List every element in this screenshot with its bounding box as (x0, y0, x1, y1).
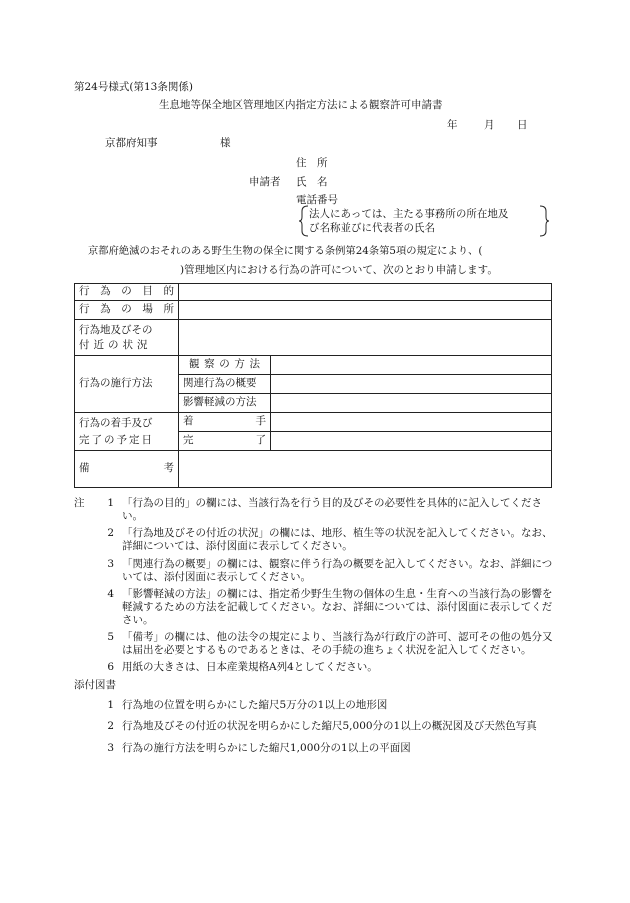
attachment-text: 行為地の位置を明らかにした縮尺5万分の1以上の地形図 (122, 698, 388, 711)
intro-line1: 京都府絶滅のおそれのある野生生物の保全に関する条例第24条第5項の規定により、( (88, 245, 483, 257)
place-label: 行 為 の 場 所 (79, 303, 174, 316)
related-summary-field[interactable] (271, 375, 552, 394)
observation-method-label: 観 察 の 方 法 (189, 358, 260, 371)
purpose-label: 行 為 の 目 的 (79, 285, 174, 298)
note-item (74, 558, 554, 584)
note-number: 2 (107, 527, 114, 540)
note-item (74, 497, 554, 523)
form-title: 生息地等保全地区管理地区内指定方法による観察許可申請書 (159, 99, 443, 111)
impact-reduction-field[interactable] (271, 394, 552, 413)
method-label: 行為の施行方法 (79, 377, 153, 390)
address-label: 住 所 (296, 157, 328, 169)
start-date-field[interactable] (271, 413, 552, 432)
start-label-cell (179, 413, 271, 432)
phone-label: 電話番号 (296, 194, 338, 206)
schedule-label-cell (75, 413, 179, 451)
attachment-text: 行為の施行方法を明らかにした縮尺1,000分の1以上の平面図 (122, 741, 411, 754)
attachment-number: 3 (107, 741, 114, 754)
attachment-item (74, 720, 554, 734)
date-year-label: 年 (447, 119, 458, 131)
site-condition-field[interactable] (179, 320, 552, 356)
purpose-field[interactable] (179, 284, 552, 301)
note-item (74, 588, 554, 627)
right-bracket-icon (538, 205, 550, 237)
name-label: 氏 名 (296, 176, 328, 188)
note-number: 3 (107, 557, 114, 570)
purpose-label-cell (75, 284, 179, 301)
date-day-label: 日 (517, 119, 528, 131)
method-label-cell (75, 356, 179, 413)
applicant-label: 申請者 (249, 176, 281, 188)
observation-method-label-cell (179, 356, 271, 375)
attachment-number: 1 (107, 698, 114, 711)
attachments-heading: 添付図書 (74, 679, 116, 692)
corp-note-line2: び名称並びに代表者の氏名 (309, 222, 435, 234)
intro-line2: )管理地区内における行為の許可について、次のとおり申請します。 (180, 264, 498, 276)
notes-label: 注 (74, 497, 85, 509)
attachment-item (74, 742, 554, 756)
note-text: 「行為地及びその付近の状況」の欄には、地形、植生等の状況を記入してください。なお、詳細については、添付図面に表示してください。 (122, 527, 553, 553)
end-label: 完 了 (183, 434, 266, 447)
attachment-item (74, 699, 554, 713)
site-label-line2: 付近の状況 (79, 338, 152, 351)
observation-method-field[interactable] (271, 356, 552, 375)
notes-section (74, 497, 554, 760)
note-number: 4 (107, 587, 114, 600)
schedule-label-line1: 行為の着手及び (79, 416, 153, 429)
note-text: 「関連行為の概要」の欄には、観察に伴う行為の概要を記入してください。なお、詳細については、添付図面に表示してください。 (122, 557, 553, 583)
note-number: 1 (107, 497, 114, 509)
note-text: 「影響軽減の方法」の欄には、指定希少野生生物の個体の生息・生育への当該行為の影響を軽減するための方法を記載してください。なお、詳細については、添付図面に表示してください。 (122, 587, 553, 626)
remarks-label: 備 考 (79, 462, 174, 475)
note-text: 「行為の目的」の欄には、当該行為を行う目的及びその必要性を具体的に記入してください。 (122, 497, 542, 523)
note-text: 用紙の大きさは、日本産業規格A列4としてください。 (122, 661, 378, 674)
start-label: 着 手 (183, 415, 266, 428)
note-item (74, 527, 554, 553)
site-label-line1: 行為地及びその (79, 324, 153, 337)
end-label-cell (179, 432, 271, 451)
attachment-number: 2 (107, 720, 114, 733)
related-summary-label-cell (179, 375, 271, 394)
date-month-label: 月 (484, 119, 495, 131)
note-number: 5 (107, 631, 114, 644)
corp-note-line1: 法人にあっては、主たる事務所の所在地及 (309, 208, 509, 220)
impact-reduction-label: 影響軽減の方法 (183, 396, 257, 409)
schedule-label-line2: 完了の予定日 (79, 433, 154, 446)
form-number: 第24号様式(第13条関係) (74, 81, 193, 93)
note-item (74, 631, 554, 657)
place-field[interactable] (179, 301, 552, 320)
place-label-cell (75, 301, 179, 320)
remarks-field[interactable] (179, 451, 552, 488)
note-item (74, 661, 554, 675)
site-label-cell (75, 320, 179, 356)
application-table (74, 283, 552, 488)
note-number: 6 (107, 661, 114, 674)
honorific: 様 (220, 137, 231, 149)
related-summary-label: 関連行為の概要 (183, 377, 257, 390)
remarks-label-cell (75, 451, 179, 488)
note-text: 「備考」の欄には、他の法令の規定により、当該行為が行政庁の許可、認可その他の処分又は届出を必要とするものであるときは、その手続の進ちょく状況を記入してください。 (122, 631, 553, 657)
end-date-field[interactable] (271, 432, 552, 451)
addressee: 京都府知事 (105, 137, 158, 149)
attachment-text: 行為地及びその付近の状況を明らかにした縮尺5,000分の1以上の概況図及び天然色写真 (122, 720, 537, 733)
impact-reduction-label-cell (179, 394, 271, 413)
